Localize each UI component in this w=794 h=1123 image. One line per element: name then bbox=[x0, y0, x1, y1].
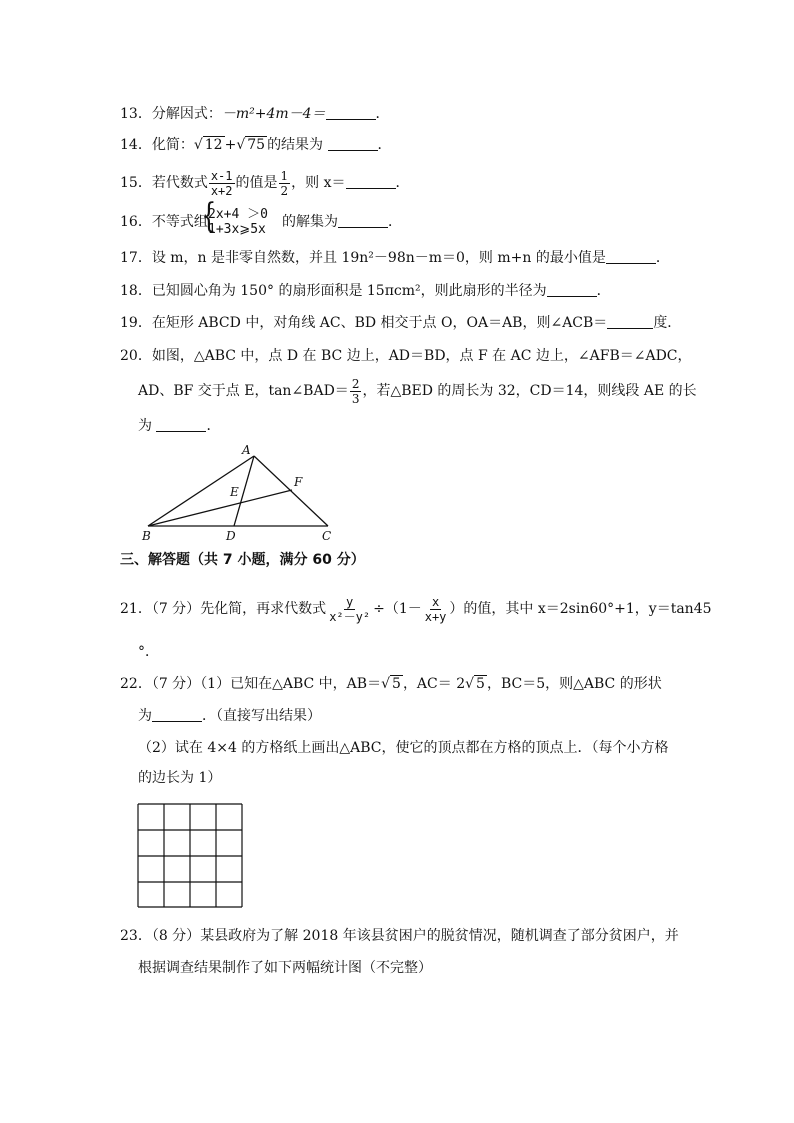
q16-brace: { bbox=[201, 196, 217, 236]
q15-label: 若代数式 bbox=[151, 175, 208, 191]
q22-line2b: ．（直接写出结果） bbox=[202, 708, 321, 724]
q23-line1: 某县政府为了解 2018 年该县贫困户的脱贫情况，随机调查了部分贫困户，并 bbox=[200, 928, 679, 944]
label-b: B bbox=[142, 529, 151, 543]
question-22-part2: （2）试在 4×4 的方格纸上画出△ABC，使它的顶点都在方格的顶点上．（每个小方格 bbox=[138, 740, 669, 756]
q15-fraction bbox=[209, 169, 235, 198]
q15-mid: 的值是 bbox=[235, 175, 278, 191]
q14-plus: + bbox=[224, 137, 237, 153]
q19-end: 度． bbox=[653, 315, 682, 331]
q21-number: 21． bbox=[120, 601, 152, 617]
q15-denominator: x+2 bbox=[210, 183, 233, 198]
q14-radicand-1: 12 bbox=[204, 137, 223, 153]
q16-end: ． bbox=[388, 214, 402, 230]
label-d: D bbox=[226, 529, 236, 543]
q20-fraction bbox=[350, 377, 362, 406]
q13-answer-blank bbox=[326, 105, 376, 120]
q21-line2: °． bbox=[138, 644, 159, 660]
q17-text: 设 m，n 是非零自然数，并且 19n²－98n－m＝0，则 m+n 的最小值是 bbox=[151, 250, 606, 266]
q16-inequality-1: 2x+4 ＞0 bbox=[208, 207, 268, 222]
q16-answer-blank bbox=[338, 213, 388, 228]
section-3-heading: 三、解答题（共 7 小题，满分 60 分） bbox=[120, 552, 365, 568]
q20-end: ． bbox=[206, 418, 221, 434]
q14-end: ． bbox=[377, 137, 392, 153]
sqrt-5-a: √ 5 bbox=[381, 676, 401, 692]
q21-frac1-num: y bbox=[346, 594, 354, 609]
segment-ac bbox=[254, 456, 328, 526]
q17-answer-blank bbox=[606, 249, 656, 264]
segment-bf bbox=[148, 490, 292, 526]
question-22-line1 bbox=[120, 674, 662, 694]
q20-line2b: ，若△BED 的周长为 32，CD＝14，则线段 AE 的长 bbox=[362, 383, 697, 399]
q14-label: 化简： bbox=[151, 137, 194, 153]
q22-number: 22． bbox=[120, 676, 152, 692]
q15-half-num: 1 bbox=[280, 168, 289, 183]
question-13 bbox=[120, 104, 390, 124]
q22-p1c: ，BC＝5，则△ABC 的形状 bbox=[486, 676, 662, 692]
q19-number: 19． bbox=[120, 315, 152, 331]
question-21 bbox=[120, 592, 712, 626]
q20-frac-den: 3 bbox=[351, 391, 360, 406]
q19-text: 在矩形 ABCD 中，对角线 AC、BD 相交于点 O，OA＝AB，则∠ACB＝ bbox=[151, 315, 608, 331]
q22-p1b: ，AC＝ 2 bbox=[402, 676, 466, 692]
q13-expression: －m²+4m－4＝ bbox=[221, 106, 326, 122]
q13-number: 13． bbox=[120, 106, 152, 122]
grid-4x4 bbox=[137, 803, 245, 909]
q21-frac1-den: x²－y² bbox=[329, 609, 371, 624]
q15-answer-blank bbox=[346, 174, 396, 189]
q16-inequality-2: 1+3x⩾5x bbox=[208, 222, 266, 237]
q20-number: 20． bbox=[120, 348, 152, 364]
q21-frac2-den: x+y bbox=[424, 609, 447, 624]
q22-p1a: （1）已知在△ABC 中，AB＝ bbox=[200, 676, 382, 692]
question-19 bbox=[120, 313, 681, 333]
q15-end: ． bbox=[395, 175, 410, 191]
question-14 bbox=[120, 135, 392, 155]
q21-fraction-1 bbox=[327, 595, 372, 624]
sqrt-5-b: √ 5 bbox=[465, 676, 485, 692]
q22-radicand-2: 5 bbox=[476, 676, 485, 692]
question-16 bbox=[120, 212, 208, 232]
q17-number: 17． bbox=[120, 250, 152, 266]
q16-label: 不等式组 bbox=[151, 214, 208, 230]
label-a: A bbox=[242, 443, 251, 457]
question-18 bbox=[120, 281, 611, 301]
q14-radicand-2: 75 bbox=[247, 137, 266, 153]
q15-tail: ，则 x＝ bbox=[291, 175, 346, 191]
q13-label: 分解因式： bbox=[151, 106, 222, 122]
q23-points: （8 分） bbox=[151, 928, 201, 944]
question-23-line1 bbox=[120, 926, 679, 946]
q20-line2a: AD、BF 交于点 E，tan∠BAD＝ bbox=[138, 383, 349, 399]
q15-number: 15． bbox=[120, 175, 152, 191]
q13-end: ． bbox=[375, 106, 390, 122]
q20-answer-blank bbox=[156, 417, 206, 432]
question-17 bbox=[120, 248, 670, 268]
sqrt-12: √ 12 bbox=[193, 137, 223, 153]
question-22-line2 bbox=[138, 706, 321, 726]
q16-tail: 的解集为 bbox=[282, 214, 338, 230]
q18-text: 已知圆心角为 150° 的扇形面积是 15πcm²，则此扇形的半径为 bbox=[151, 283, 547, 299]
q22-radicand-1: 5 bbox=[392, 676, 401, 692]
q15-numerator: x-1 bbox=[210, 168, 233, 183]
q14-tail: 的结果为 bbox=[267, 137, 324, 153]
q14-answer-blank bbox=[328, 136, 378, 151]
q21-tail: ）的值，其中 x＝2sin60°+1，y＝tan45 bbox=[449, 601, 712, 617]
label-e: E bbox=[230, 485, 239, 499]
question-22-part2b: 的边长为 1） bbox=[138, 770, 222, 786]
q21-points: （7 分） bbox=[151, 601, 201, 617]
q18-number: 18． bbox=[120, 283, 152, 299]
question-20-line2 bbox=[138, 374, 697, 408]
q16-inequality-system bbox=[208, 203, 268, 237]
question-20-line1 bbox=[120, 346, 692, 366]
q21-divide: ÷（1－ bbox=[373, 601, 422, 617]
q16-tail-line bbox=[282, 212, 402, 232]
q15-half-den: 2 bbox=[280, 183, 289, 198]
q22-points: （7 分） bbox=[151, 676, 201, 692]
q21-label: 先化简，再求代数式 bbox=[200, 601, 327, 617]
q23-number: 23． bbox=[120, 928, 152, 944]
q21-frac2-num: x bbox=[431, 594, 440, 609]
q20-line3: 为 bbox=[138, 418, 152, 434]
q20-frac-num: 2 bbox=[351, 376, 360, 391]
q18-end: ． bbox=[596, 283, 611, 299]
q22-line2a: 为 bbox=[138, 708, 152, 724]
label-c: C bbox=[322, 529, 332, 543]
q18-answer-blank bbox=[547, 282, 597, 297]
q20-triangle-figure bbox=[138, 440, 338, 544]
q17-end: ． bbox=[655, 250, 670, 266]
q19-answer-blank bbox=[607, 314, 653, 329]
q15-half bbox=[279, 169, 291, 198]
q22-answer-blank bbox=[152, 707, 202, 722]
q20-line1: 如图，△ABC 中，点 D 在 BC 边上，AD＝BD，点 F 在 AC 边上，∠AFB＝∠ADC， bbox=[151, 348, 692, 364]
question-15 bbox=[120, 168, 410, 198]
question-20-line3 bbox=[138, 416, 220, 436]
q14-number: 14． bbox=[120, 137, 152, 153]
q16-number: 16． bbox=[120, 214, 152, 230]
question-23-line2: 根据调查结果制作了如下两幅统计图（不完整） bbox=[138, 960, 432, 976]
label-f: F bbox=[294, 475, 303, 489]
q21-fraction-2 bbox=[423, 595, 449, 624]
sqrt-75: √ 75 bbox=[236, 137, 266, 153]
